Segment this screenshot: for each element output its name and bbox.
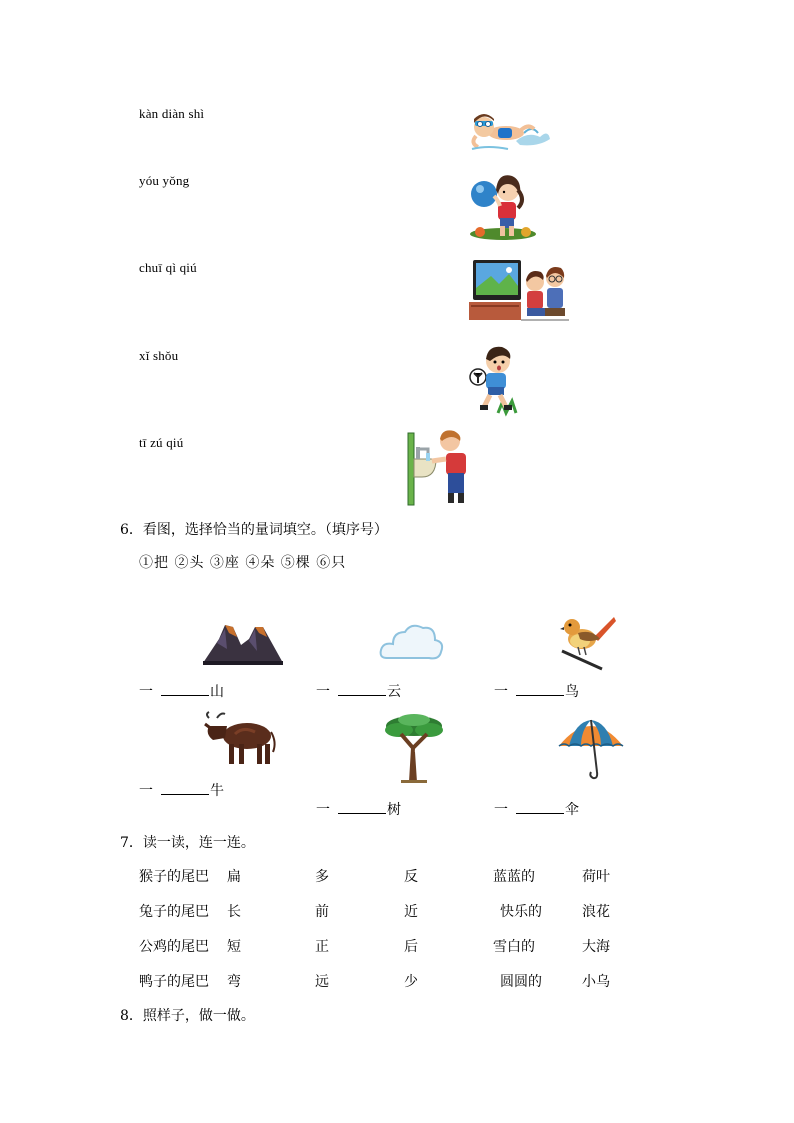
pinyin-item: xǐ shǒu xyxy=(139,348,179,363)
soccer-boy-icon xyxy=(468,343,530,417)
match-cell: 反 xyxy=(404,869,418,885)
balloon-girl-icon xyxy=(468,170,538,242)
match-cell: 快乐的 xyxy=(500,904,542,920)
watching-tv-icon xyxy=(469,258,569,326)
prefix-text: 一 xyxy=(494,802,508,818)
answer-blank[interactable] xyxy=(338,683,386,696)
ox-icon xyxy=(203,712,277,768)
match-cell: 圆圆的 xyxy=(500,974,542,990)
bird-icon xyxy=(558,613,618,671)
pinyin-item: tī zú qiú xyxy=(139,435,184,450)
match-cell: 少 xyxy=(404,974,418,990)
prefix-text: 一 xyxy=(316,802,330,818)
answer-blank[interactable] xyxy=(516,683,564,696)
tree-icon xyxy=(381,712,447,784)
fill-blank-item xyxy=(316,681,401,701)
match-cell: 后 xyxy=(404,939,418,955)
noun-text: 山 xyxy=(210,684,224,700)
fill-blank-item xyxy=(316,799,401,819)
match-cell: 荷叶 xyxy=(582,869,610,885)
answer-blank[interactable] xyxy=(338,801,386,814)
washing-hands-icon xyxy=(406,429,476,507)
swimming-boy-icon xyxy=(468,103,552,153)
match-cell: 鸭子的尾巴 xyxy=(139,974,209,990)
match-cell: 弯 xyxy=(227,974,241,990)
match-cell: 扁 xyxy=(227,869,241,885)
fill-blank-item xyxy=(139,681,224,701)
umbrella-icon xyxy=(557,716,625,782)
answer-blank[interactable] xyxy=(161,683,209,696)
match-cell: 近 xyxy=(404,904,418,920)
noun-text: 牛 xyxy=(210,783,224,799)
match-cell: 猴子的尾巴 xyxy=(139,869,209,885)
match-cell: 远 xyxy=(315,974,329,990)
noun-text: 伞 xyxy=(565,802,579,818)
match-cell: 蓝蓝的 xyxy=(493,869,535,885)
prefix-text: 一 xyxy=(316,684,330,700)
answer-blank[interactable] xyxy=(161,782,209,795)
pinyin-item: yóu yǒng xyxy=(139,173,190,188)
match-cell: 浪花 xyxy=(582,904,610,920)
prefix-text: 一 xyxy=(494,684,508,700)
match-cell: 公鸡的尾巴 xyxy=(139,939,209,955)
match-cell: 多 xyxy=(315,869,329,885)
mountain-icon xyxy=(203,619,283,665)
pinyin-item: chuī qì qiú xyxy=(139,260,197,275)
question-6-title: 6．看图，选择恰当的量词填空。（填序号） xyxy=(120,522,388,538)
match-cell: 雪白的 xyxy=(493,939,535,955)
match-cell: 正 xyxy=(315,939,329,955)
noun-text: 树 xyxy=(387,802,401,818)
pinyin-item: kàn diàn shì xyxy=(139,106,205,121)
answer-blank[interactable] xyxy=(516,801,564,814)
question-8-title: 8．照样子，做一做。 xyxy=(120,1008,255,1024)
prefix-text: 一 xyxy=(139,783,153,799)
match-cell: 短 xyxy=(227,939,241,955)
question-7-title: 7．读一读，连一连。 xyxy=(120,835,255,851)
prefix-text: 一 xyxy=(139,684,153,700)
match-cell: 前 xyxy=(315,904,329,920)
fill-blank-item xyxy=(139,780,224,800)
match-cell: 长 xyxy=(227,904,241,920)
match-cell: 兔子的尾巴 xyxy=(139,904,209,920)
noun-text: 云 xyxy=(387,684,401,700)
match-cell: 小乌 xyxy=(582,974,610,990)
fill-blank-item xyxy=(494,681,579,701)
cloud-icon xyxy=(379,620,445,664)
noun-text: 鸟 xyxy=(565,684,579,700)
fill-blank-item xyxy=(494,799,579,819)
match-cell: 大海 xyxy=(582,939,610,955)
measure-word-options: ①把 ②头 ③座 ④朵 ⑤棵 ⑥只 xyxy=(139,555,347,571)
